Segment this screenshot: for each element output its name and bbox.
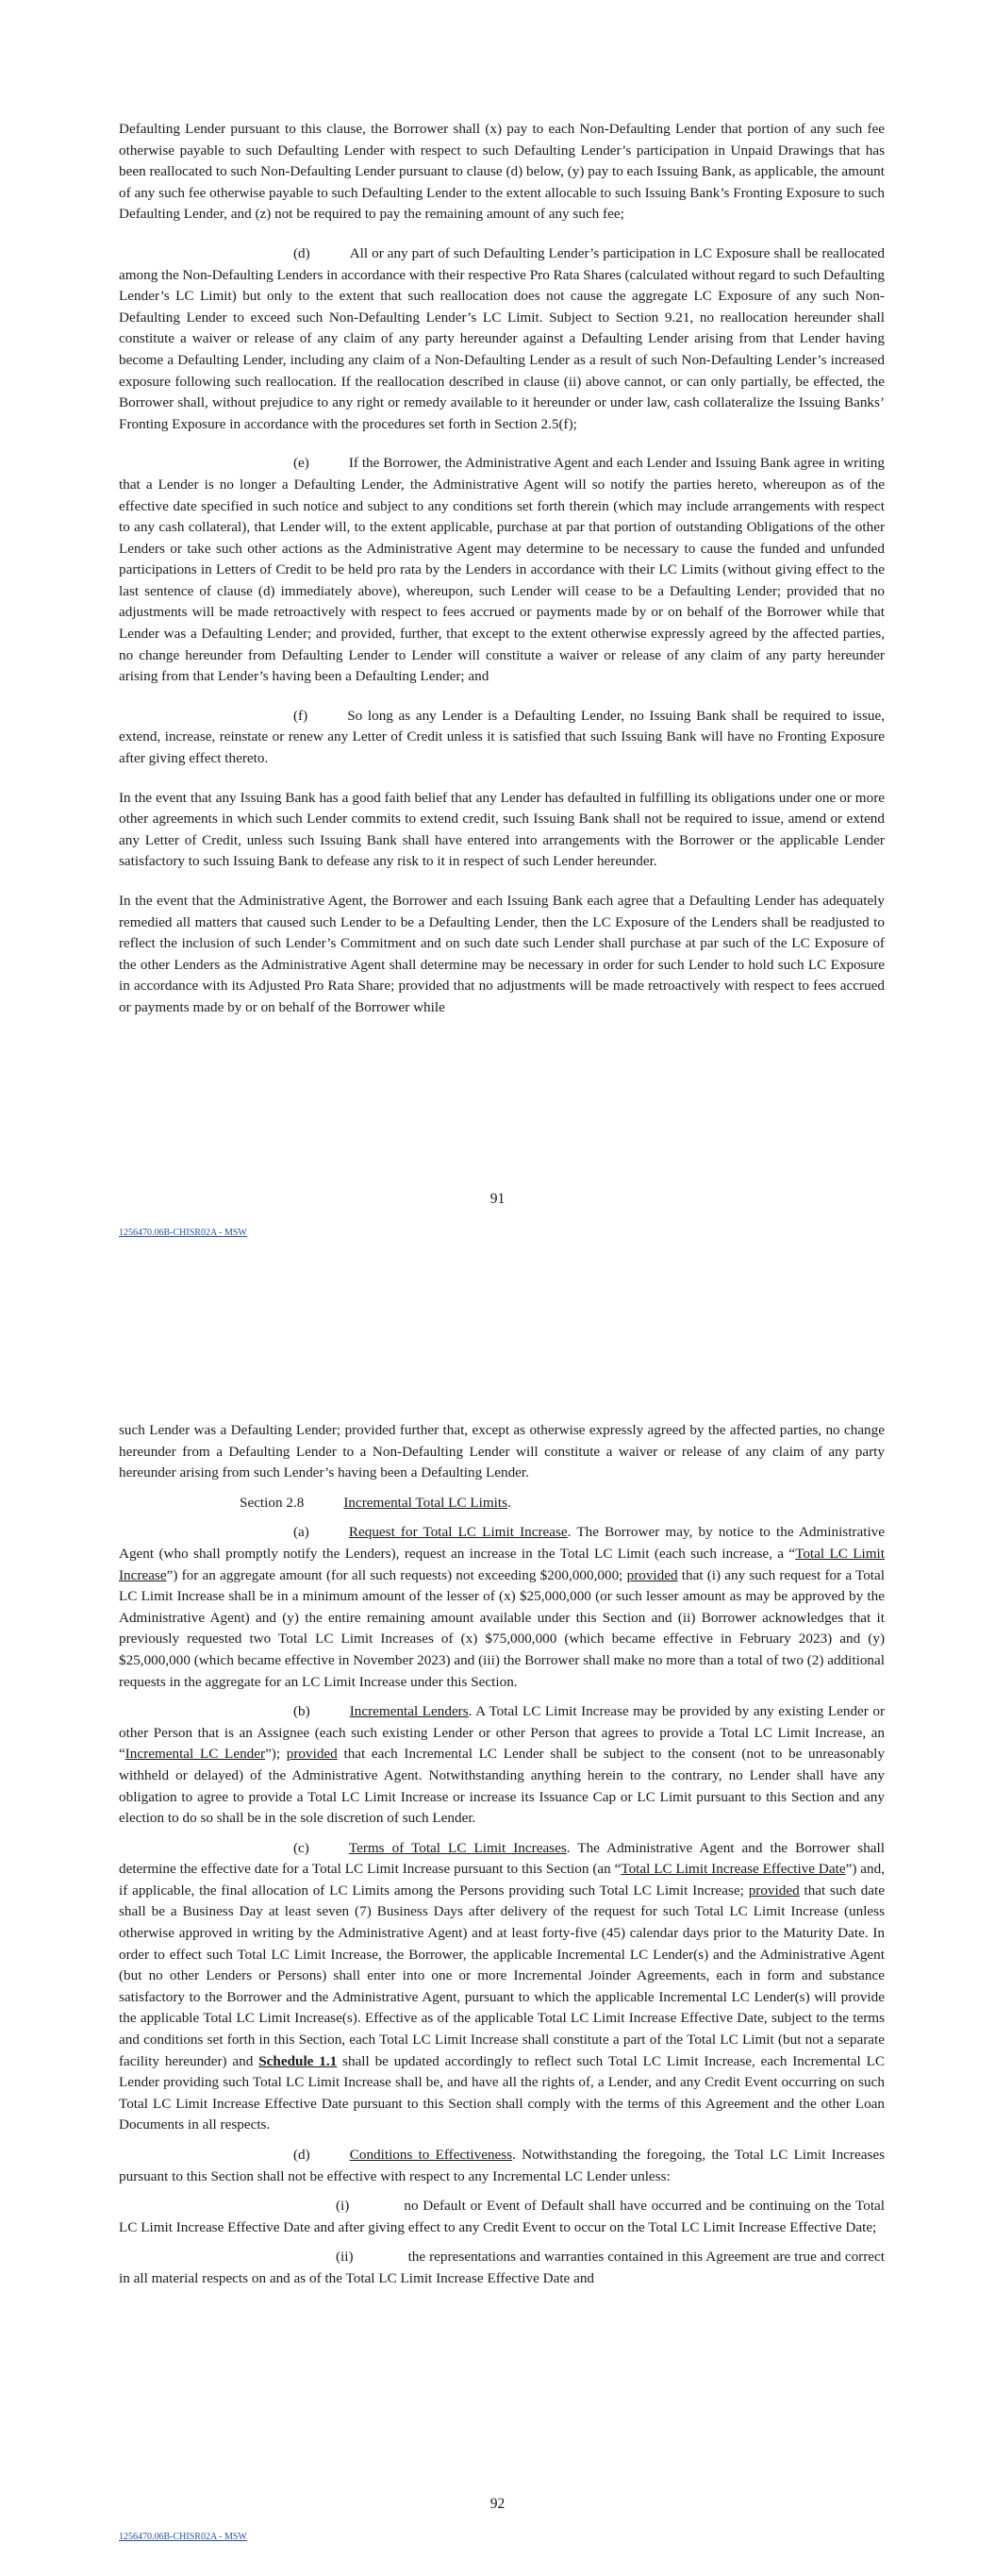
defined-term: Total LC Limit Increase [119, 1545, 885, 1583]
paragraph-b: (b) Incremental Lenders. A Total LC Limit Increase may be provided by any existing Lender or other Person that is an Assignee (each such existing Lender or other Person that agrees to provide a Total LC Limit Increase, an “Incremental LC Lender”); provided that each Incremental LC Lender shall be subject to the consent (not to be unreasonably withheld or delayed) of the Administrative Agent. Notwithstanding anything herein to the contrary, no Lender shall have any obligation to agree to provide a Total LC Limit Increase or increase its Issuance Cap or LC Limit pursuant to this Section and any election to do so shall be in the sole discretion of such Lender. [119, 1703, 886, 1827]
paragraph-a: (a) Request for Total LC Limit Increase. The Borrower may, by notice to the Administrative Agent (who shall promptly notify the Lenders), request an increase in the Total LC Limit (each such increase, a “Total LC Limit Increase”) for an aggregate amount (for all such requests) not exceeding $200,000,000; provided that (i) any such request for a Total LC Limit Increase shall be in a minimum amount of the lesser of (x) $25,000,000 (or such lesser amount as may be approved by the Administrative Agent) and (y) the entire remaining amount available under this Section and (ii) Borrower acknowledges that it previously requested two Total LC Limit Increases of (x) $75,000,000 (which became effective in February 2023) and (y) $25,000,000 (which became effective in November 2023) and (iii) the Borrower shall make no more than a total of two (2) additional requests in the aggregate for an LC Limit Increase under this Section. [119, 1524, 885, 1690]
defined-term: Incremental LC Lender [124, 1746, 266, 1763]
subsection-heading: Conditions to Effectiveness [349, 2147, 513, 2163]
paragraph-d [119, 243, 885, 435]
clause-text: If the Borrower, the Administrative Agent and each Lender and Issuing Bank agree in writing that a Lender is no longer a Defaulting Lender, the Administrative Agent will so notify the parties hereto, whereupon as of the effective date specified in such notice and subject to any conditions set forth therein (which may include arrangements with respect to any cash collateral), that Lender will, to the extent applicable, purchase at par that portion of outstanding Obligations of the other Lenders or take such other actions as the Administrative Agent may determine to be necessary to cause the funded and unfunded participations in Letters of Credit to be held pro rata by the Lenders in accordance with their LC Limits (without giving effect to the last sentence of clause (d) immediately above), whereupon, such Lender will cease to be a Defaulting Lender; provided that no adjustments will be made retroactively with respect to fees accrued or payments made by or on behalf of the Borrower while that Lender was a Defaulting Lender; and provided, further, that except to the extent otherwise expressly agreed by the affected parties, no change hereunder from Defaulting Lender to Lender will constitute a waiver or release of any claim of any party hereunder arising from that Lender’s having been a Defaulting Lender; and [119, 455, 885, 685]
document-id-footer: 1256470.06B-CHISR02A - MSW [119, 1228, 247, 1238]
section-title: Incremental Total LC Limits [343, 1494, 508, 1511]
page-91-body [119, 119, 885, 1019]
provided-term: provided [748, 1882, 800, 1899]
section-heading: Section 2.8 Incremental Total LC Limits. [240, 1494, 511, 1511]
paragraph-c: (c) Terms of Total LC Limit Increases. The Administrative Agent and the Borrower shall determine the effective date for a Total LC Limit Increase pursuant to this Section (an “Total LC Limit Increase Effective Date”) and, if applicable, the final allocation of LC Limits among the Persons providing such Total LC Limit Increase; provided that such date shall be a Business Day at least seven (7) Business Days after delivery of the request for such Total LC Limit Increase (unless otherwise approved in writing by the Administrative Agent) and at least forty-five (45) calendar days prior to the Maturity Date. In order to effect such Total LC Limit Increase, the Borrower, the applicable Incremental LC Lender(s) and the Administrative Agent (but no other Lenders or Persons) shall enter into one or more Incremental Joinder Agreements, each in form and substance satisfactory to the Borrower and the Administrative Agent, pursuant to which the applicable Incremental LC Lender(s) will provide the applicable Total LC Limit Increase(s). Effective as of the applicable Total LC Limit Increase Effective Date, subject to the terms and conditions set forth in this Section, each Total LC Limit Increase shall constitute a part of the Total LC Limit (but not a separate facility hereunder) and Schedule 1.1 shall be updated accordingly to reflect such Total LC Limit Increase, each Incremental LC Lender providing such Total LC Limit Increase shall be, and have all the rights of, a Lender, and any Credit Event occurring on such Total LC Limit Increase Effective Date pursuant to this Section shall comply with the terms of this Agreement and the other Loan Documents in all respects. [119, 1839, 886, 2133]
document-page-92 [0, 1288, 995, 2576]
paragraph-remedied-default: In the event that the Administrative Agent, the Borrower and each Issuing Bank each agree that a Defaulting Lender has adequately remedied all matters that caused such Lender to be a Defaulting Lender, then the LC Exposure of the Lenders shall be readjusted to reflect the inclusion of such Lender’s Commitment and on such date such Lender shall purchase at par such of the LC Exposure of the other Lenders as the Administrative Agent shall determine may be necessary in order for such Lender to hold such LC Exposure in accordance with its Adjusted Pro Rata Share; provided that no adjustments will be made retroactively with respect to fees accrued or payments made by or on behalf of the Borrower while [119, 893, 885, 1015]
subsection-heading: Incremental Lenders [349, 1703, 469, 1720]
clause-text: So long as any Lender is a Defaulting Lender, no Issuing Bank shall be required to issue, extend, increase, reinstate or renew any Letter of Credit unless it is satisfied that such Issuing Bank will have no Fronting Exposure after giving effect thereto. [119, 707, 885, 767]
paragraph-continuation: such Lender was a Defaulting Lender; provided further that, except as otherwise expressly agreed by the affected parties, no change hereunder from a Defaulting Lender to a Non-Defaulting Lender will constitute a waiver or release of any claim of any party hereunder arising from such Lender’s having been a Defaulting Lender. [119, 1422, 885, 1481]
document-id-footer: 1256470.06B-CHISR02A - MSW [119, 2532, 247, 2542]
page-number: 91 [489, 1191, 506, 1207]
clause-label: (f) [293, 707, 308, 724]
clause-text: All or any part of such Defaulting Lender’s participation in LC Exposure shall be reallocated among the Non-Defaulting Lenders in accordance with their respective Pro Rata Shares (calculated without regard to such Defaulting Lender’s LC Limit) but only to the extent that such reallocation does not cause the aggregate LC Exposure of any such Non-Defaulting Lender to exceed such Non-Defaulting Lender’s LC Limit. Subject to Section 9.21, no reallocation hereunder shall constitute a waiver or release of any claim of any party hereunder against a Defaulting Lender arising from that Lender having become a Defaulting Lender, including any claim of a Non-Defaulting Lender as a result of such Non-Defaulting Lender’s increased exposure following such reallocation. If the reallocation described in clause (ii) above cannot, or can only partially, be effected, the Borrower shall, without prejudice to any right or remedy available to it hereunder or under law, cash collateralize the Issuing Banks’ Fronting Exposure in accordance with the procedures set forth in Section 2.5(f); [119, 244, 885, 432]
paragraph-e [119, 453, 885, 688]
page-92-body [119, 1420, 885, 2290]
schedule-reference: Schedule 1.1 [258, 2052, 338, 2069]
paragraph-f [119, 706, 885, 770]
paragraph-ii: (ii) the representations and warranties contained in this Agreement are true and correct in all material respects on and as of the Total LC Limit Increase Effective Date and [119, 2249, 885, 2286]
clause-label: (d) [293, 244, 310, 261]
paragraph-i: (i) no Default or Event of Default shall have occurred and be continuing on the Total LC Limit Increase Effective Date and after giving effect to any Credit Event to occur on the Total LC Limit Increase Effective Date; [119, 2198, 885, 2235]
subsection-heading: Terms of Total LC Limit Increases [348, 1839, 567, 1856]
page-number: 92 [489, 2496, 506, 2512]
subsection-heading: Request for Total LC Limit Increase [348, 1524, 568, 1541]
defined-term: Total LC Limit Increase Effective Date [621, 1861, 846, 1878]
clause-label: (e) [293, 455, 309, 472]
section-number: Section 2.8 [240, 1494, 305, 1511]
provided-term: provided [626, 1566, 678, 1583]
paragraph-d: (d) Conditions to Effectiveness. Notwithstanding the foregoing, the Total LC Limit Increases pursuant to this Section shall not be effective with respect to any Incremental LC Lender unless: [119, 2147, 886, 2184]
paragraph-fee-continuation: Defaulting Lender pursuant to this clause, the Borrower shall (x) pay to each Non-Defaulting Lender that portion of any such fee otherwise payable to such Defaulting Lender with respect to such Defaulting Lender’s participation in Unpaid Drawings that has been reallocated to such Non-Defaulting Lender pursuant to clause (d) below, (y) pay to each Issuing Bank, as applicable, the amount of any such fee otherwise payable to such Defaulting Lender to the extent allocable to such Issuing Bank’s Fronting Exposure to such Defaulting Lender, and (z) not be required to pay the remaining amount of any such fee; [119, 121, 885, 223]
paragraph-issuing-bank-belief: In the event that any Issuing Bank has a good faith belief that any Lender has defaulted in fulfilling its obligations under one or more other agreements in which such Lender commits to extend credit, such Issuing Bank shall not be required to issue, amend or extend any Letter of Credit, unless such Issuing Bank shall have entered into arrangements with the Borrower or the applicable Lender satisfactory to such Issuing Bank to defease any risk to it in respect of such Lender hereunder. [119, 789, 885, 870]
provided-term: provided [286, 1746, 338, 1763]
